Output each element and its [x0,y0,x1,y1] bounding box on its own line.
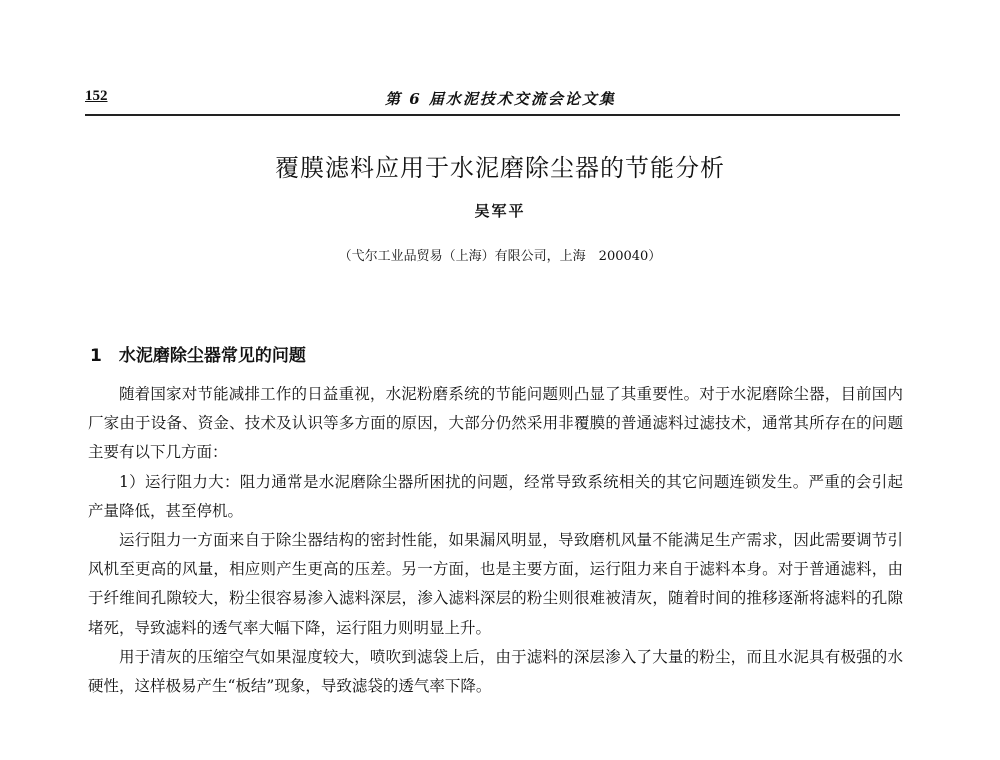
author-name: 吴军平 [474,202,526,220]
paragraph: 1）运行阻力大：阻力通常是水泥磨除尘器所困扰的问题，经常导致系统相关的其它问题连锁发生。严重的会引起产量降低，甚至停机。 [88,472,903,520]
paragraph: 运行阻力一方面来自于除尘器结构的密封性能，如果漏风明显，导致磨机风量不能满足生产需求，因此需要调节引风机至更高的风量，相应则产生更高的压差。另一方面，也是主要方面，运行阻力来自于滤料本身。对于普通滤料，由于纤维间孔隙较大，粉尘很容易渗入滤料深层，渗入滤料深层的粉尘则很难被清灰，随着时间的推移逐渐将滤料的孔隙堵死，导致滤料的透气率大幅下降，运行阻力则明显上升。 [88,531,903,637]
author-affiliation: （弋尔工业品贸易（上海）有限公司，上海 200040） [338,249,662,264]
page-number: 152 [85,88,108,104]
section-heading: 1 水泥磨除尘器常见的问题 [90,346,306,366]
header-rule [85,114,900,116]
journal-title: 第 6 届水泥技术交流会论文集 [385,90,616,108]
paragraph: 随着国家对节能减排工作的日益重视，水泥粉磨系统的节能问题则凸显了其重要性。对于水泥磨除尘器，目前国内厂家由于设备、资金、技术及认识等多方面的原因，大部分仍然采用非覆膜的普通滤料过滤技术，通常其所存在的问题主要有以下几方面： [88,385,903,462]
paragraph: 用于清灰的压缩空气如果湿度较大，喷吹到滤袋上后，由于滤料的深层渗入了大量的粉尘，而且水泥具有极强的水硬性，这样极易产生“板结”现象，导致滤袋的透气率下降。 [88,647,903,696]
section-body [88,380,903,701]
running-header [85,88,900,114]
article-title: 覆膜滤料应用于水泥磨除尘器的节能分析 [275,154,725,182]
